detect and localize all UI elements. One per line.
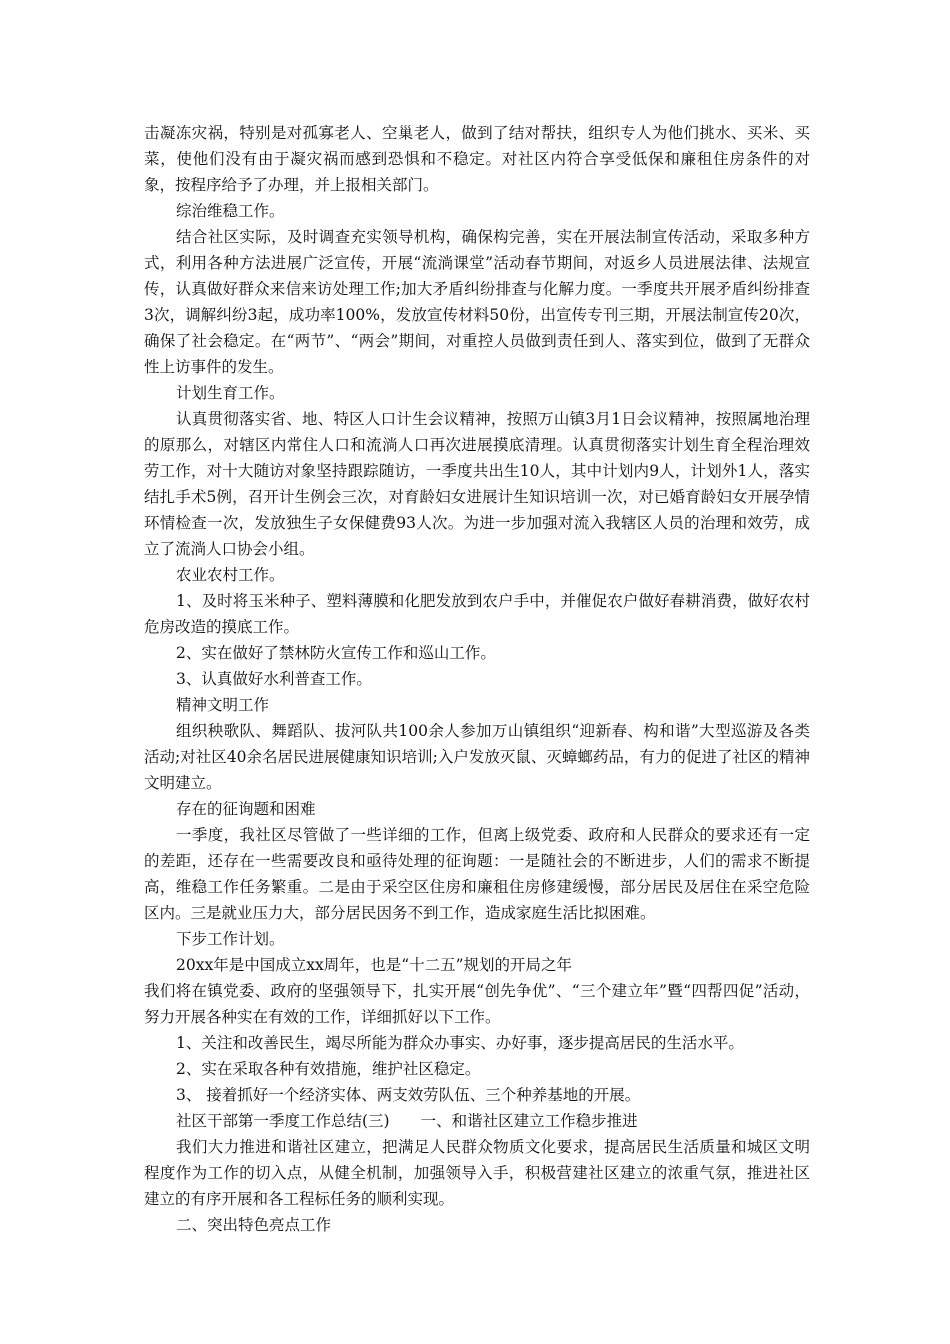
section-heading: 二、突出特色亮点工作: [176, 1216, 332, 1234]
section-heading: 农业农村工作。: [176, 566, 285, 584]
list-item: 1、关注和改善民生，竭尽所能为群众办事实、办好事，逐步提高居民的生活水平。: [176, 1034, 744, 1052]
section-heading: 社区干部第一季度工作总结(三) 一、和谐社区建立工作稳步推进: [176, 1112, 638, 1130]
list-item: 2、实在做好了禁林防火宣传工作和巡山工作。: [176, 644, 496, 662]
body-paragraph: 结合社区实际，及时调查充实领导机构，确保构完善，实在开展法制宣传活动，采取多种方式，利用各种方法进展广泛宣传，开展“流淌课堂”活动春节期间，对返乡人员进展法律、法规宣传，认真做好群众来信来访处理工作;加大矛盾纠纷排查与化解力度。一季度共开展矛盾纠纷排查3次，调解纠纷3起，成功率100%，发放宣传材料50份，出宣传专刊三期，开展法制宣传20次，确保了社会稳定。在“两节”、“两会”期间，对重控人员做到责任到人、落实到位，做到了无群众性上访事件的发生。: [144, 228, 810, 376]
list-item: 1、及时将玉米种子、塑料薄膜和化肥发放到农户手中，并催促农户做好春耕消费，做好农村危房改造的摸底工作。: [144, 592, 810, 636]
body-paragraph: 一季度，我社区尽管做了一些详细的工作，但离上级党委、政府和人民群众的要求还有一定的差距，还存在一些需要改良和亟待处理的征询题：一是随社会的不断进步，人们的需求不断提高，维稳工作任务繁重。二是由于采空区住房和廉租住房修建缓慢，部分居民及居住在采空危险区内。三是就业压力大，部分居民因务不到工作，造成家庭生活比拟困难。: [144, 826, 810, 922]
body-paragraph: 我们大力推进和谐社区建立，把满足人民群众物质文化要求，提高居民生活质量和城区文明程度作为工作的切入点，从健全机制，加强领导入手，积极营建社区建立的浓重气氛，推进社区建立的有序开展和各工程标任务的顺利实现。: [144, 1138, 810, 1208]
list-item: 3、 接着抓好一个经济实体、两支效劳队伍、三个种养基地的开展。: [176, 1086, 641, 1104]
body-paragraph: 认真贯彻落实省、地、特区人口计生会议精神，按照万山镇3月1日会议精神，按照属地治理的原那么，对辖区内常住人口和流淌人口再次进展摸底清理。认真贯彻落实计划生育全程治理效劳工作，对十大随访对象坚持跟踪随访，一季度共出生10人，其中计划内9人，计划外1人，落实结扎手术5例，召开计生例会三次，对育龄妇女进展计生知识培训一次，对已婚育龄妇女开展孕情环情检查一次，发放独生子女保健费93人次。为进一步加强对流入我辖区人员的治理和效劳，成立了流淌人口协会小组。: [144, 410, 810, 558]
document-body: [144, 120, 810, 1238]
body-paragraph: 击凝冻灾祸，特别是对孤寡老人、空巢老人，做到了结对帮扶，组织专人为他们挑水、买米、买菜，使他们没有由于凝灾祸而感到恐惧和不稳定。对社区内符合享受低保和廉租住房条件的对象，按程序给予了办理，并上报相关部门。: [144, 124, 810, 194]
section-heading: 计划生育工作。: [176, 384, 285, 402]
list-item: 2、实在采取各种有效措施，维护社区稳定。: [176, 1060, 481, 1078]
section-heading: 下步工作计划。: [176, 930, 285, 948]
body-paragraph: 我们将在镇党委、政府的坚强领导下，扎实开展“创先争优”、“三个建立年”暨“四帮四促”活动，努力开展各种实在有效的工作，详细抓好以下工作。: [144, 982, 810, 1026]
list-item: 3、认真做好水利普查工作。: [176, 670, 372, 688]
section-heading: 综治维稳工作。: [176, 202, 285, 220]
body-paragraph: 组织秧歌队、舞蹈队、拔河队共100余人参加万山镇组织“迎新春、构和谐”大型巡游及各类活动;对社区40余名居民进展健康知识培训;入户发放灭鼠、灭蟑螂药品，有力的促进了社区的精神文明建立。: [144, 722, 810, 792]
section-heading: 存在的征询题和困难: [176, 800, 316, 818]
section-heading: 精神文明工作: [176, 696, 270, 714]
body-paragraph: 20xx年是中国成立xx周年，也是“十二五”规划的开局之年: [176, 956, 573, 974]
